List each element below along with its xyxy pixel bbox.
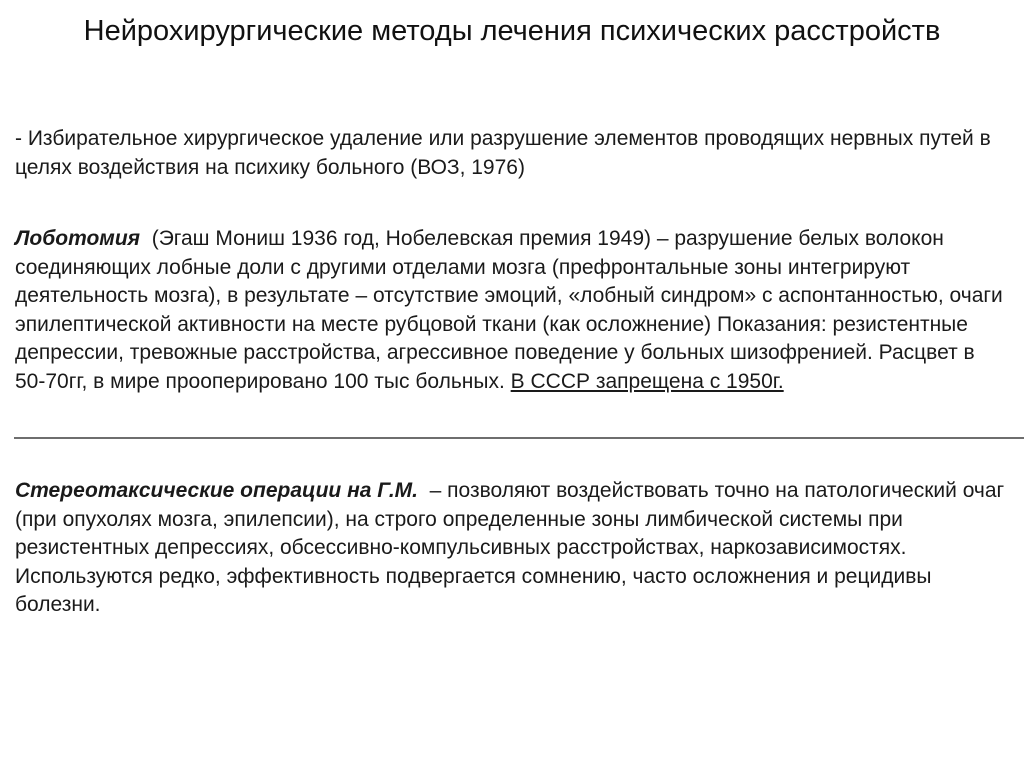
lobotomy-ban-note: В СССР запрещена с 1950г. — [510, 369, 784, 393]
stereotaxic-paragraph — [15, 477, 1010, 620]
stereotaxic-term: Стереотаксические операции на Г.М. — [15, 479, 418, 502]
lobotomy-paragraph — [15, 225, 1010, 396]
section-divider — [14, 437, 1024, 439]
stereotaxic-text: – позволяют воздействовать точно на патологический очаг (при опухолях мозга, эпилепсии), на строго определенные зоны лимбической системы при резистентных депрессиях, обсессивно-компульсивных расстройствах, наркозависимостях. Используются редко, эффективность подвергается сомнению, часто осложнения и рецидивы болезни. — [15, 479, 1005, 616]
lobotomy-term: Лоботомия — [15, 227, 141, 250]
definition-paragraph: - Избирательное хирургическое удаление или разрушение элементов проводящих нервных путей в целях воздействия на психику больного (ВОЗ, 1976) — [15, 127, 991, 179]
lobotomy-text: (Эгаш Мониш 1936 год, Нобелевская премия 1949) – разрушение белых волокон соединяющих лобные доли с другими отделами мозга (префронтальные зоны интегрируют деятельность мозга), в результате – отсутствие эмоций, «лобный синдром» с аспонтанностью, очаги эпилептической активности на месте рубцовой ткани (как осложнение) Показания: резистентные депрессии, тревожные расстройства, агрессивное поведение у больных шизофренией. Расцвет в 50-70гг, в мире прооперировано 100 тыс больных. — [15, 227, 1003, 393]
slide-title: Нейрохирургические методы лечения психических расстройств — [83, 15, 941, 47]
